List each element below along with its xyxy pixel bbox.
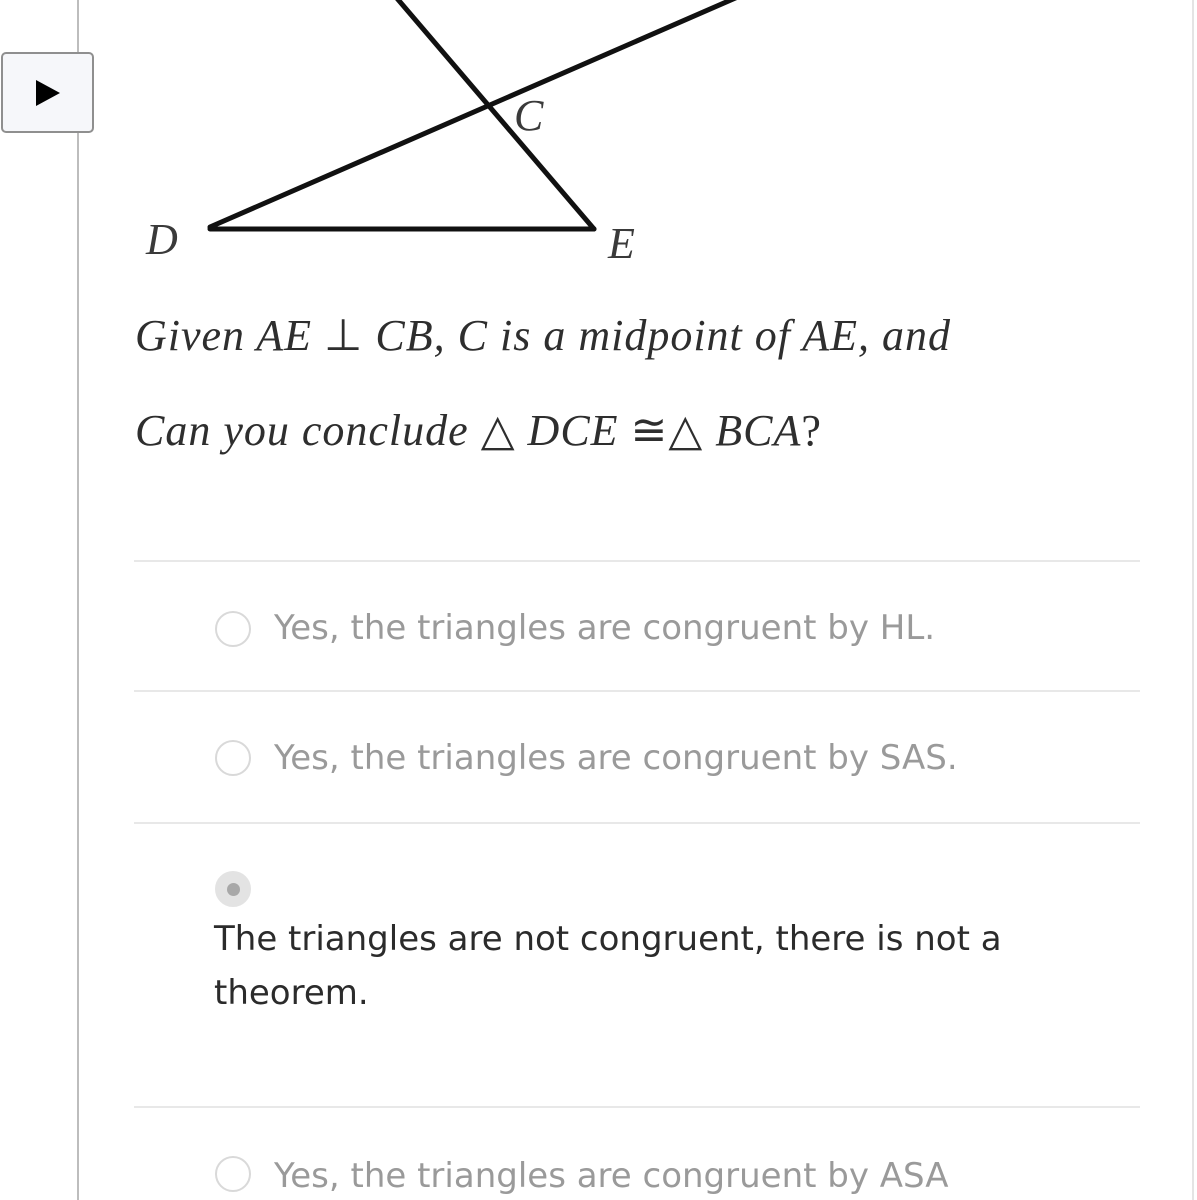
radio-button-selected[interactable] bbox=[215, 871, 251, 907]
segment-ae bbox=[395, 0, 594, 229]
triangle-symbol: △ bbox=[480, 406, 516, 455]
option-asa[interactable] bbox=[134, 1108, 1140, 1200]
triangle-dce: DCE bbox=[527, 406, 619, 455]
radio-button[interactable] bbox=[215, 611, 251, 647]
triangle-diagram bbox=[0, 0, 1197, 300]
option-label: Yes, the triangles are congruent by SAS. bbox=[274, 738, 958, 778]
congruent-symbol: ≅△ bbox=[630, 406, 704, 455]
given-and: and bbox=[881, 311, 951, 360]
option-not-congruent[interactable] bbox=[134, 824, 1140, 1106]
option-label: Yes, the triangles are congruent by HL. bbox=[274, 608, 936, 648]
question-given bbox=[135, 310, 1145, 361]
radio-button[interactable] bbox=[215, 740, 251, 776]
given-term-c: C bbox=[457, 311, 488, 360]
given-word: Given bbox=[135, 311, 246, 360]
perpendicular-symbol: ⊥ bbox=[324, 311, 364, 360]
given-term-ae: AE bbox=[256, 311, 313, 360]
point-label-c: C bbox=[514, 91, 544, 140]
question-conclude bbox=[135, 405, 822, 456]
point-label-e: E bbox=[608, 219, 635, 268]
option-hl[interactable] bbox=[134, 562, 1140, 690]
point-label-d: D bbox=[146, 215, 178, 264]
given-term-ae-2: AE, bbox=[802, 311, 870, 360]
question-mark: ? bbox=[801, 406, 822, 455]
option-label: Yes, the triangles are congruent by ASA bbox=[274, 1156, 949, 1196]
triangle-bca: BCA bbox=[715, 406, 802, 455]
option-sas[interactable] bbox=[134, 692, 1140, 822]
radio-button[interactable] bbox=[215, 1156, 251, 1192]
segment-db bbox=[210, 0, 740, 227]
conclude-text: Can you conclude bbox=[135, 406, 469, 455]
radio-selected-dot bbox=[227, 883, 240, 896]
given-midpoint-text: is a midpoint of bbox=[499, 311, 791, 360]
option-label: The triangles are not congruent, there is not a theorem. bbox=[214, 919, 1002, 1013]
given-term-cb: CB, bbox=[375, 311, 446, 360]
